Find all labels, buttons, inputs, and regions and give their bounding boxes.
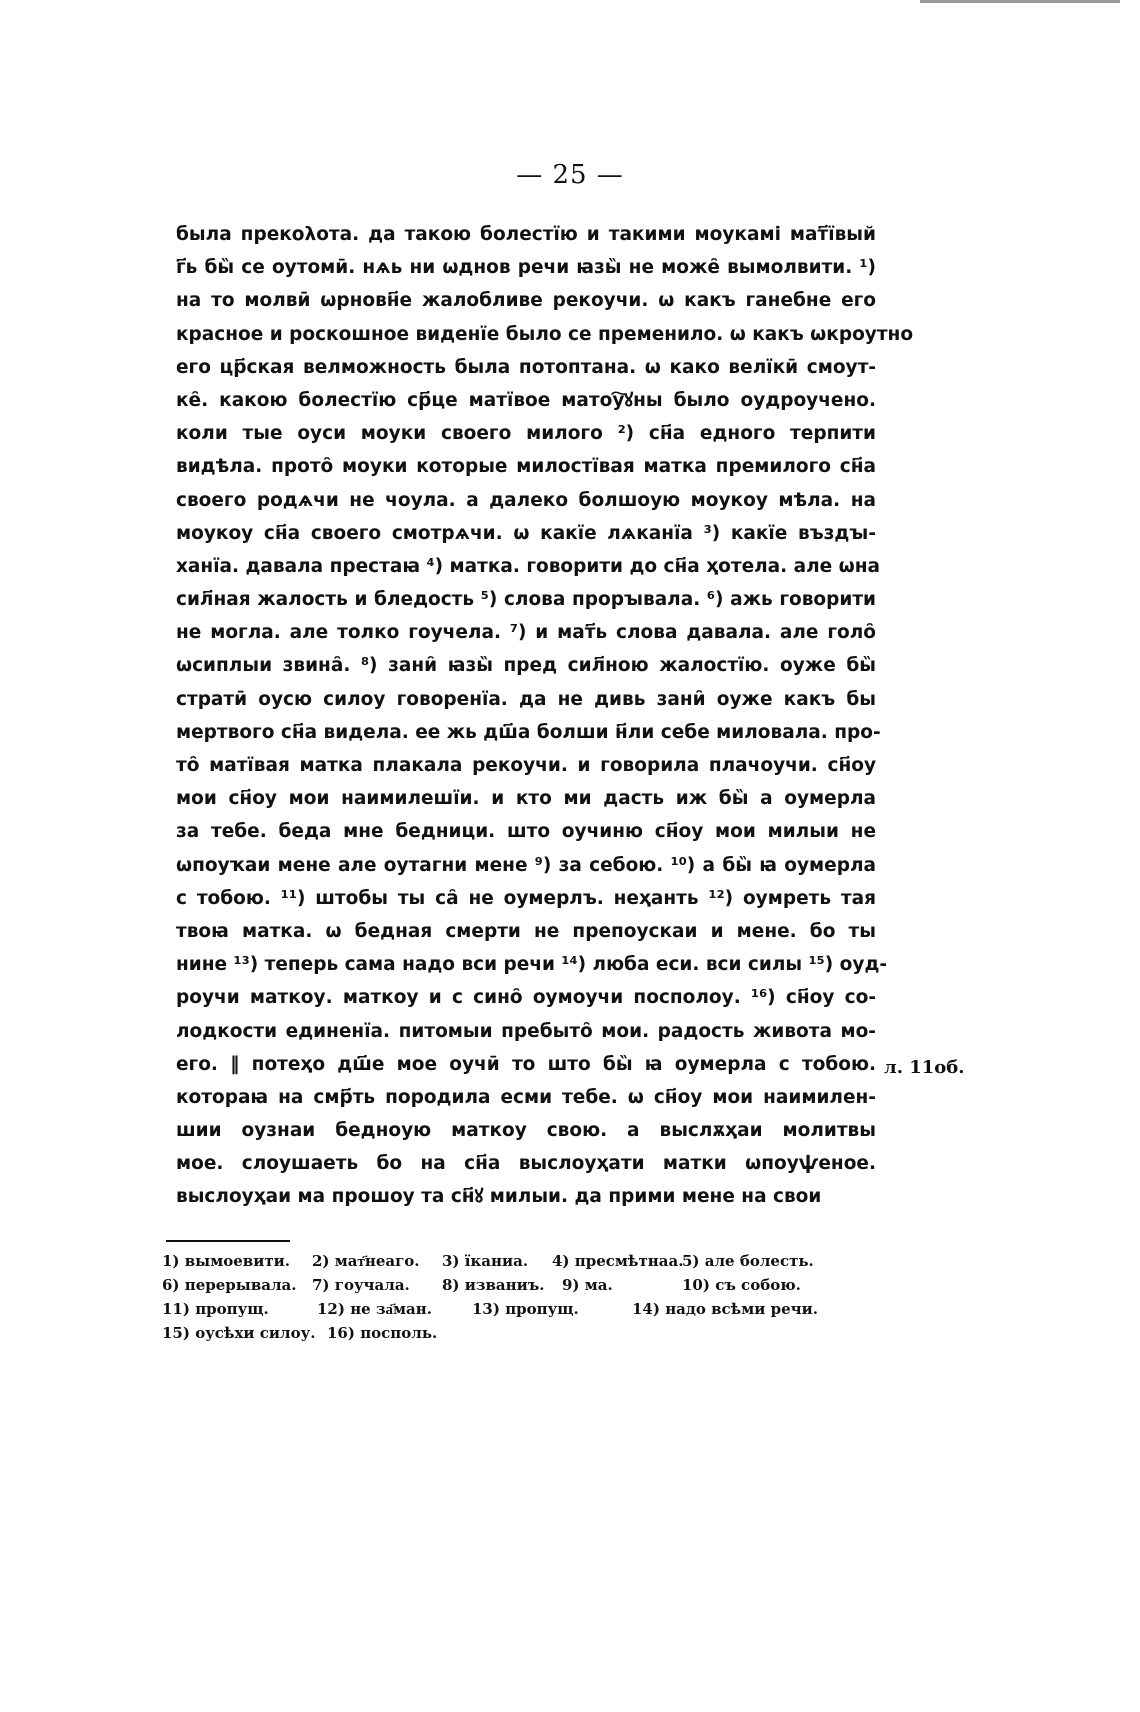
text-line: мертвого сн҃а видела. ее жь дш҃а болши н҃ли себе миловала. про- — [176, 721, 881, 743]
footnote: 11) пропущ. — [162, 1300, 269, 1318]
margin-folio-note: л. 11об. — [884, 1057, 965, 1078]
text-line: его. ‖ потеҳо дш҃е мое оучӣ то што бы̏ ꙗ оумерла с тобою. — [176, 1053, 876, 1075]
footnote: 4) пресмѣтнаа. — [552, 1252, 684, 1270]
text-line: выслоуҳаи ма прошоу та сн҃ꙋ милыи. да прими мене на свои — [176, 1186, 822, 1208]
text-line: на то молвӣ ѡрновн҃е жалобливе рекоучи. ѡ какъ ганебне его — [176, 290, 876, 312]
footnote: 6) перерывала. — [162, 1276, 297, 1294]
text-line: красное и роскошное виденїе было се пременило. ѡ какъ ѡкроутно — [176, 323, 914, 345]
text-line: коли тые оуси моуки своего милого ²) сн҃а едного терпити — [176, 423, 876, 445]
text-line: стратӣ оусю силоу говоренїа. да не дивь зани̑ оуже какъ бы — [176, 688, 876, 710]
body-text — [176, 218, 914, 1214]
text-line: ке̑. какою болестїю ср҃це матївое матоу҇ꙋны было оудроучено. — [176, 389, 876, 411]
text-line: сил҃ная жалость и бледость ⁵) слова прорꙑвала. ⁶) ажь говорити — [176, 589, 876, 611]
footnote-divider — [166, 1240, 290, 1242]
text-line: ханїа. давала престаꙗ ⁴) матка. говорити до сн҃а ҳотела. але ѡна — [176, 555, 881, 577]
text-line: нине ¹³) теперь сама надо вси речи ¹⁴) люба еси. вси силы ¹⁵) оуд- — [176, 954, 888, 976]
footnote: 5) але болесть. — [682, 1252, 814, 1270]
footnote: 12) не за҃ман. — [317, 1300, 432, 1318]
text-line: котораꙗ на смр҃ть породила есми тебе. ѡ сн҃оу мои наимилен- — [176, 1086, 876, 1108]
text-line: мои сн҃оу мои наимилешїи. и кто ми дасть иж бы̏ а оумерла — [176, 788, 876, 810]
footnote: 10) съ собою. — [682, 1276, 801, 1294]
scan-edge-mark — [920, 0, 1120, 3]
text-line: ѡсиплыи звина̑. ⁸) зани̑ ꙗзы̏ пред сил҃ною жалостїю. оуже бы̏ — [176, 655, 876, 677]
footnote: 9) ма. — [562, 1276, 613, 1294]
text-line: мое. слоушаеть бо на сн҃а выслоуҳати матки ѡпоуѱеное. — [176, 1153, 876, 1175]
footnote: 13) пропущ. — [472, 1300, 579, 1318]
text-line: лодкости единенїа. питомыи пребыто̑ мои. радость живота мо- — [176, 1020, 876, 1042]
text-line: шии оузнаи бедноую маткоу свою. а выслѫҳаи молитвы — [176, 1120, 876, 1142]
text-line: за тебе. беда мне бедници. што оучиню сн҃оу мои милыи не — [176, 821, 876, 843]
footnote-row — [162, 1276, 892, 1300]
text-line: роучи маткоу. маткоу и с сино̑ оумоучи посполоу. ¹⁶) сн҃оу со- — [176, 987, 876, 1009]
footnote: 2) мат҃неаго. — [312, 1252, 420, 1270]
text-line: его цр҃ская велможность была потоптана. ѡ како велїкӣ смоут- — [176, 356, 876, 378]
footnote: 3) їканиа. — [442, 1252, 529, 1270]
text-line: ѡпоуҡаи мене але оутагни мене ⁹) за себою. ¹⁰) а бы̏ ꙗ оумерла — [176, 854, 876, 876]
footnote-row — [162, 1300, 892, 1324]
text-line: своего родѧчи не чоула. а далеко болшоую моукоу мѣла. на — [176, 489, 876, 511]
text-line: с тобою. ¹¹) штобы ты са̑ не оумерлъ. неҳанть ¹²) оумреть тая — [176, 887, 876, 909]
footnote: 15) оусѣхи силоу. — [162, 1324, 316, 1342]
footnote-row — [162, 1324, 892, 1348]
text-line: моукоу сн҃а своего смотрѧчи. ѡ какїе лѧканїа ³) какїе въздꙑ- — [176, 522, 876, 544]
text-line: не могла. але толко гоучела. ⁷) и мат҃ь слова давала. але голо̑ — [176, 622, 876, 644]
text-line: то̑ матївая матка плакала рекоучи. и говорила плачоучи. сн҃оу — [176, 755, 876, 776]
footnote: 8) изваниъ. — [442, 1276, 545, 1294]
footnote: 7) гоучала. — [312, 1276, 410, 1294]
text-line: г҃ь бы̏ се оутомӣ. нѧь ни ѡднов речи ꙗзы̏ не може̑ вымолвити. ¹) — [176, 257, 876, 279]
footnote: 14) надо всѣми речи. — [632, 1300, 818, 1318]
text-line: твоꙗ матка. ѡ бедная смерти не препоускаи и мене. бо ты — [176, 920, 876, 942]
page-number: — 25 — — [516, 160, 624, 190]
text-line: видѣла. прото̑ моуки которые милостївая матка премилого сн҃а — [176, 456, 876, 478]
footnote-row — [162, 1252, 892, 1276]
text-line: была прекολота. да такою болестїю и такими моукамі мат҃ївый — [176, 224, 876, 245]
footnote: 16) посполь. — [327, 1324, 438, 1342]
footnotes — [162, 1252, 892, 1348]
footnote: 1) вымоевити. — [162, 1252, 290, 1270]
